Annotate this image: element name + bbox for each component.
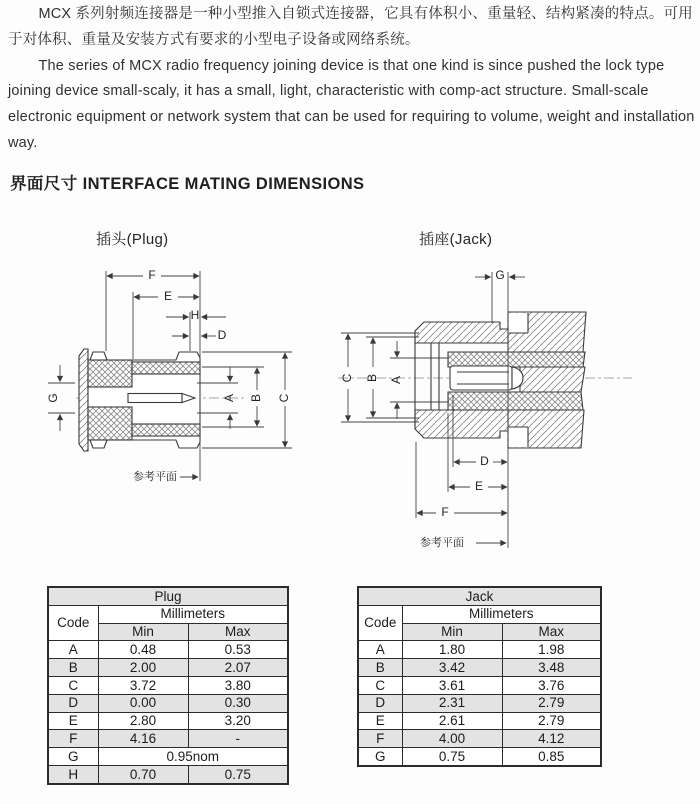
cell-max: 3.76	[502, 676, 601, 694]
plug-dim-label-h: H	[190, 308, 200, 323]
cell-min: 0.48	[98, 641, 188, 659]
plug-figure-label: 插头(Plug)	[96, 231, 169, 248]
table-row-g	[48, 748, 288, 766]
table-row-g	[358, 748, 601, 766]
cell-code: B	[358, 659, 402, 677]
table-row-e	[358, 712, 601, 730]
cell-nominal: 0.95nom	[98, 748, 288, 766]
table-title: Jack	[358, 587, 601, 605]
jack-body	[415, 312, 586, 448]
unit-header: Millimeters	[402, 605, 601, 623]
plug-dim-label-d: D	[217, 328, 227, 343]
jack-drawing	[330, 255, 700, 570]
plug-dim-label-b: B	[249, 393, 264, 403]
min-header: Min	[402, 623, 502, 641]
plug-reference-plane-label: 参考平面	[133, 470, 177, 483]
table-row-title	[358, 587, 601, 605]
table-row-h	[48, 765, 288, 783]
cell-min: 4.00	[402, 730, 502, 748]
intro-paragraph-en: The series of MCX radio frequency joining device is that one kind is since pushed the lock type joining device small-scaly, it has a small, light, characteristic with comp-act structure. Small-scale electronic equipment or network system that can be used for requiring to volume, weight and installation way.	[8, 57, 695, 151]
cell-code: G	[358, 748, 402, 766]
cell-min: 0.70	[98, 765, 188, 783]
table-row-a	[48, 641, 288, 659]
cell-max: 4.12	[502, 730, 601, 748]
cell-min: 3.42	[402, 659, 502, 677]
cell-min: 3.72	[98, 676, 188, 694]
cell-max: 3.48	[502, 659, 601, 677]
code-header: Code	[48, 605, 98, 641]
intro-block	[8, 2, 696, 157]
intro-paragraph-zh: MCX 系列射频连接器是一种小型推入自锁式连接器，它具有体积小、重量轻、结构紧凑的特点。可用于对体积、重量及安装方式有要求的小型电子设备或网络系统。	[8, 6, 693, 48]
cell-max: 0.53	[188, 641, 288, 659]
table-row-a	[358, 641, 601, 659]
jack-dim-label-c: C	[340, 373, 355, 383]
cell-code: A	[48, 641, 98, 659]
cell-code: B	[48, 659, 98, 677]
table-row-b	[358, 659, 601, 677]
section-heading-en: INTERFACE MATING DIMENSIONS	[82, 175, 365, 193]
jack-dimensions-table	[357, 586, 602, 767]
table-row-f	[358, 730, 601, 748]
cell-max: 1.98	[502, 641, 601, 659]
cell-max: 0.85	[502, 748, 601, 766]
cell-max: 2.07	[188, 659, 288, 677]
table-row-d	[358, 694, 601, 712]
table-row-e	[48, 712, 288, 730]
table-title: Plug	[48, 587, 288, 605]
cell-code: D	[358, 694, 402, 712]
plug-dim-label-e: E	[163, 289, 173, 304]
jack-dim-label-g: G	[495, 268, 505, 283]
cell-code: C	[48, 676, 98, 694]
section-heading-zh: 界面尺寸	[10, 175, 78, 193]
cell-code: D	[48, 694, 98, 712]
section-heading	[10, 170, 364, 194]
cell-max: 3.80	[188, 676, 288, 694]
jack-dim-label-b: B	[365, 373, 380, 383]
cell-code: H	[48, 765, 98, 783]
jack-dim-label-d: D	[480, 454, 489, 469]
plug-drawing	[30, 255, 330, 507]
plug-dimensions-table	[47, 586, 289, 785]
table-row-unit-header	[48, 605, 288, 623]
jack-dim-label-e: E	[474, 479, 484, 494]
cell-min: 4.16	[98, 730, 188, 748]
table-row-b	[48, 659, 288, 677]
cell-max: 0.30	[188, 694, 288, 712]
table-row-c	[48, 676, 288, 694]
cell-min: 1.80	[402, 641, 502, 659]
jack-dim-label-a: A	[389, 375, 404, 385]
table-row-unit-header	[358, 605, 601, 623]
cell-min: 2.00	[98, 659, 188, 677]
cell-code: E	[358, 712, 402, 730]
cell-code: A	[358, 641, 402, 659]
jack-figure-label: 插座(Jack)	[419, 231, 493, 248]
cell-code: F	[48, 730, 98, 748]
plug-dim-label-f: F	[148, 268, 156, 283]
table-row-f	[48, 730, 288, 748]
plug-dim-label-c: C	[277, 393, 292, 403]
cell-max: 2.79	[502, 712, 601, 730]
code-header: Code	[358, 605, 402, 641]
cell-code: F	[358, 730, 402, 748]
cell-max: 3.20	[188, 712, 288, 730]
min-header: Min	[98, 623, 188, 641]
cell-max: -	[188, 730, 288, 748]
plug-dim-label-g: G	[46, 393, 61, 403]
cell-min: 3.61	[402, 676, 502, 694]
table-row-title	[48, 587, 288, 605]
cell-min: 0.75	[402, 748, 502, 766]
cell-min: 2.61	[402, 712, 502, 730]
table-row-d	[48, 694, 288, 712]
plug-dim-label-a: A	[222, 393, 237, 403]
cell-max: 0.75	[188, 765, 288, 783]
jack-dim-label-f: F	[441, 505, 449, 520]
cell-code: E	[48, 712, 98, 730]
plug-body	[79, 349, 200, 451]
cell-code: G	[48, 748, 98, 766]
table-row-c	[358, 676, 601, 694]
jack-reference-plane-label: 参考平面	[420, 536, 464, 549]
cell-max: 2.79	[502, 694, 601, 712]
unit-header: Millimeters	[98, 605, 288, 623]
max-header: Max	[188, 623, 288, 641]
cell-min: 2.31	[402, 694, 502, 712]
max-header: Max	[502, 623, 601, 641]
cell-min: 2.80	[98, 712, 188, 730]
cell-code: C	[358, 676, 402, 694]
cell-min: 0.00	[98, 694, 188, 712]
